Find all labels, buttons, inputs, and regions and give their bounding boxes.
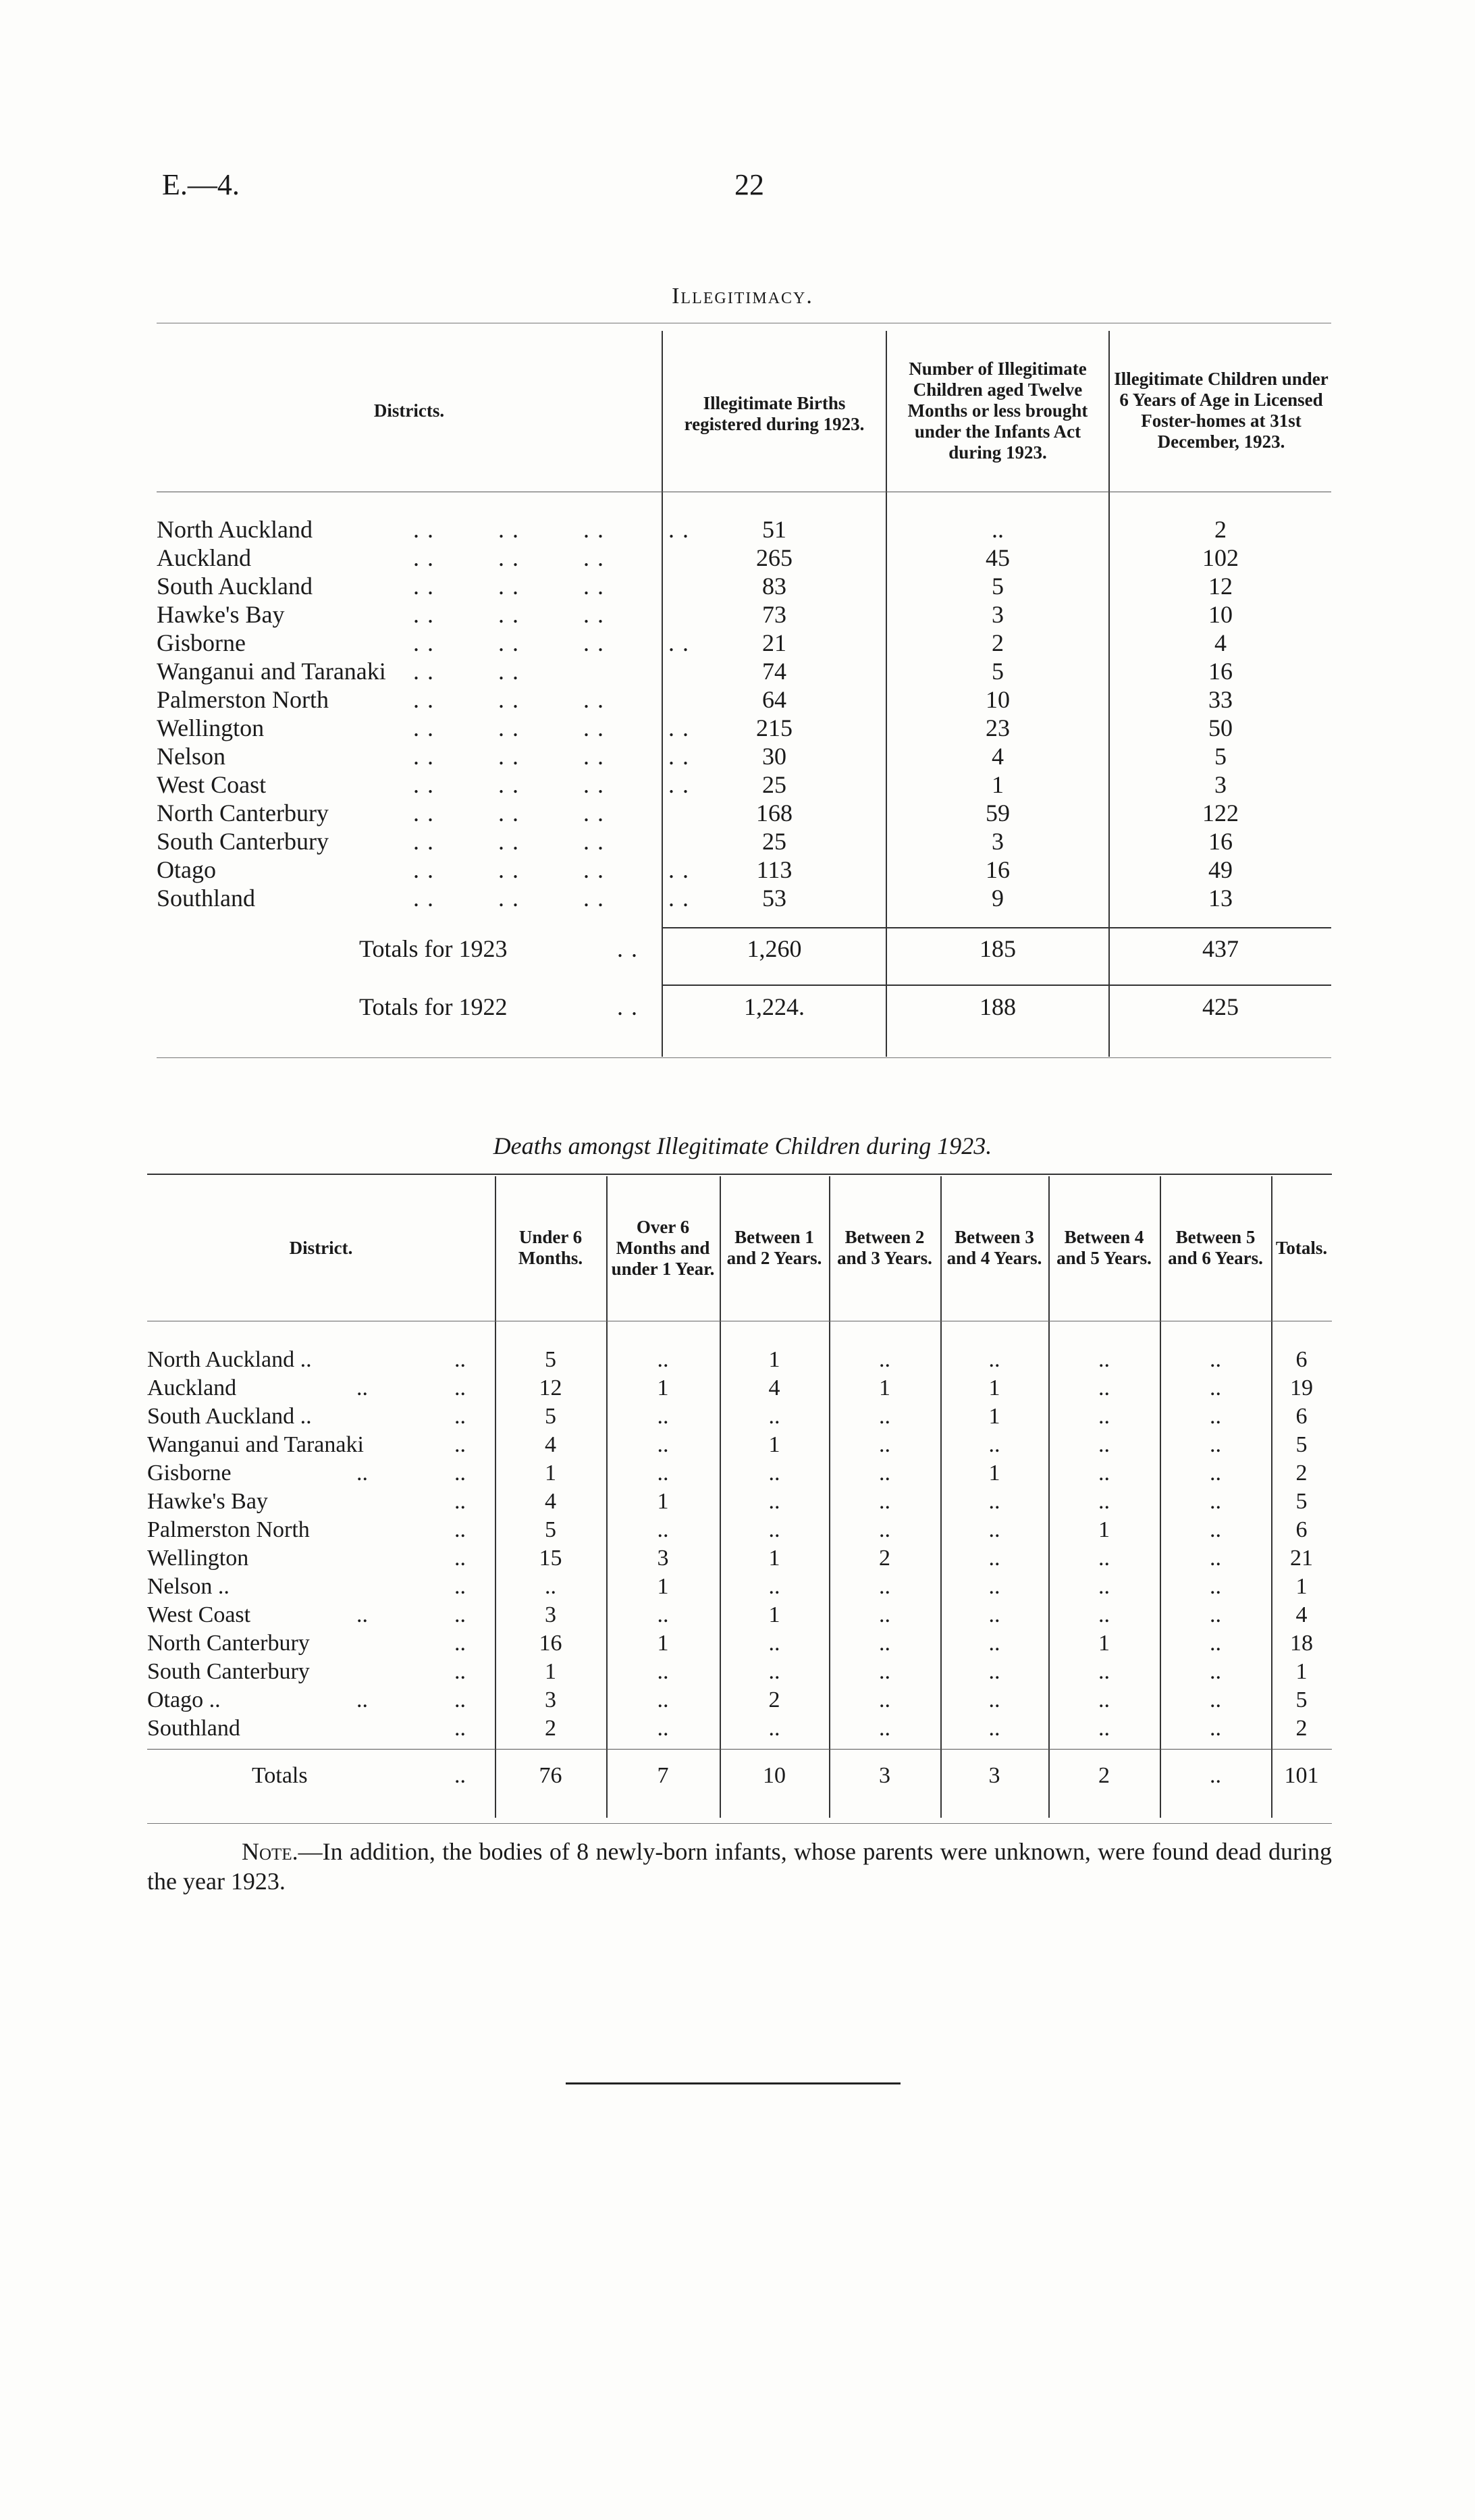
table-row xyxy=(147,1488,1332,1516)
table-row xyxy=(157,770,1331,799)
cell-value: .. xyxy=(1098,1461,1110,1486)
births-value: 64 xyxy=(762,686,786,713)
births-value: 168 xyxy=(756,799,793,826)
totals-1923-rule xyxy=(662,927,1331,928)
cell-value: .. xyxy=(768,1574,780,1599)
act-value: 9 xyxy=(992,885,1004,912)
foster-value: 3 xyxy=(1214,771,1227,798)
leader-dots: .. xyxy=(454,1489,466,1514)
leader-dots: .. xyxy=(356,1375,368,1400)
leader-dots: .. xyxy=(617,993,645,1020)
births-value: 30 xyxy=(762,743,786,770)
leader-dots: .. .. xyxy=(413,658,527,685)
cell-value: .. xyxy=(879,1602,890,1627)
act-total: 188 xyxy=(980,993,1016,1020)
3-to-4-years-header: Between 3 and 4 Years. xyxy=(946,1227,1042,1268)
cell-value: .. xyxy=(879,1404,890,1429)
cell-value: .. xyxy=(1210,1432,1221,1457)
cell-value: .. xyxy=(657,1404,669,1429)
totals-header: Totals. xyxy=(1275,1237,1328,1258)
cell-value: 1 xyxy=(879,1375,890,1400)
2-to-3-years-header: Between 2 and 3 Years. xyxy=(837,1227,932,1268)
district-name: South Auckland xyxy=(157,573,313,600)
table-row xyxy=(147,1601,1332,1629)
table-row xyxy=(147,1686,1332,1714)
cell-value: .. xyxy=(1210,1574,1221,1599)
cell-value: .. xyxy=(657,1716,669,1741)
act-value: 3 xyxy=(992,828,1004,855)
page-number: 22 xyxy=(734,168,764,201)
cell-value: 7 xyxy=(657,1763,669,1788)
leader-dots: .. xyxy=(454,1659,466,1684)
totals-label: Totals for 1922 xyxy=(359,993,508,1020)
foster-value: 10 xyxy=(1208,601,1233,628)
deaths-title: Deaths amongst Illegitimate Children during 1923. xyxy=(493,1132,992,1159)
table-row xyxy=(157,742,1331,770)
illegitimacy-title: Illegitimacy. xyxy=(672,284,813,309)
act-value: 45 xyxy=(986,544,1010,571)
cell-value: 2 xyxy=(1098,1763,1110,1788)
act-value: 23 xyxy=(986,714,1010,741)
cell-value: .. xyxy=(657,1347,669,1372)
cell-value: 5 xyxy=(1295,1687,1308,1712)
births-value: 74 xyxy=(762,658,786,685)
act-value: 5 xyxy=(992,658,1004,685)
6-months-to-1-year-header: Over 6 Months and under 1 Year. xyxy=(611,1216,715,1279)
cell-value: 10 xyxy=(763,1763,786,1788)
cell-value: .. xyxy=(1098,1375,1110,1400)
cell-value: 1 xyxy=(768,1432,780,1457)
cell-value: 5 xyxy=(545,1404,556,1429)
district-name: Wanganui and Taranaki xyxy=(147,1432,364,1457)
cell-value: 3 xyxy=(879,1763,890,1788)
act-total: 185 xyxy=(980,935,1016,962)
leader-dots: .. xyxy=(454,1461,466,1486)
leader-dots: .. xyxy=(454,1602,466,1627)
births-value: 25 xyxy=(762,828,786,855)
1-to-2-years-header: Between 1 and 2 Years. xyxy=(726,1227,822,1268)
births-value: 215 xyxy=(756,714,793,741)
table-row xyxy=(157,657,1331,685)
cell-value: 1 xyxy=(768,1602,780,1627)
foster-value: 2 xyxy=(1214,516,1227,543)
leader-dots: .. xyxy=(454,1517,466,1542)
table-row xyxy=(157,544,1331,572)
cell-value: 4 xyxy=(545,1489,556,1514)
births-total: 1,224. xyxy=(744,993,805,1020)
cell-value: .. xyxy=(1098,1716,1110,1741)
cell-value: .. xyxy=(1210,1546,1221,1571)
cell-value: .. xyxy=(1098,1602,1110,1627)
cell-value: .. xyxy=(1210,1659,1221,1684)
cell-value: 16 xyxy=(539,1631,562,1656)
cell-value: .. xyxy=(768,1461,780,1486)
district-name: Otago .. xyxy=(147,1687,221,1712)
end-rule xyxy=(566,2082,901,2084)
cell-value: 5 xyxy=(545,1347,556,1372)
leader-dots: .. .. .. .. xyxy=(413,629,697,656)
leader-dots: .. .. .. xyxy=(413,544,612,571)
cell-value: .. xyxy=(879,1716,890,1741)
cell-value: .. xyxy=(768,1404,780,1429)
cell-value: .. xyxy=(657,1659,669,1684)
district-name: Wellington xyxy=(157,714,265,741)
cell-value: .. xyxy=(988,1716,1000,1741)
cell-value: 2 xyxy=(879,1546,890,1571)
district-name: Auckland xyxy=(157,544,251,571)
footnote xyxy=(147,1837,1332,1896)
cell-value: 1 xyxy=(657,1574,669,1599)
cell-value: 19 xyxy=(1290,1375,1313,1400)
births-total: 1,260 xyxy=(747,935,802,962)
cell-value: .. xyxy=(879,1347,890,1372)
infants-act-header: Number of Illegitimate Children aged Twelve Months or less brought under the Infants Act during 1923. xyxy=(907,358,1088,463)
cell-value: .. xyxy=(545,1574,556,1599)
cell-value: .. xyxy=(1210,1489,1221,1514)
cell-value: .. xyxy=(1098,1347,1110,1372)
district-name: West Coast xyxy=(157,771,267,798)
cell-value: 2 xyxy=(768,1687,780,1712)
cell-value: 1 xyxy=(768,1546,780,1571)
table-row xyxy=(147,1544,1332,1573)
cell-value: 3 xyxy=(545,1602,556,1627)
leader-dots: .. xyxy=(454,1574,466,1599)
totals-1922-row xyxy=(157,990,1331,1024)
table-row xyxy=(147,1629,1332,1658)
cell-value: .. xyxy=(1098,1404,1110,1429)
cell-value: .. xyxy=(1098,1574,1110,1599)
cell-value: .. xyxy=(988,1517,1000,1542)
cell-value: 2 xyxy=(1295,1461,1308,1486)
district-header: District. xyxy=(289,1237,353,1258)
district-name: Southland xyxy=(157,885,256,912)
leader-dots: .. xyxy=(454,1763,466,1788)
cell-value: .. xyxy=(657,1517,669,1542)
foster-value: 102 xyxy=(1202,544,1239,571)
cell-value: .. xyxy=(988,1659,1000,1684)
table-row xyxy=(147,1714,1332,1743)
births-value: 53 xyxy=(762,885,786,912)
cell-value: 5 xyxy=(1295,1432,1308,1457)
births-value: 265 xyxy=(756,544,793,571)
cell-value: 4 xyxy=(1295,1602,1308,1627)
foster-value: 122 xyxy=(1202,799,1239,826)
district-name: Palmerston North xyxy=(147,1517,310,1542)
leader-dots: .. xyxy=(617,935,645,962)
cell-value: .. xyxy=(1098,1687,1110,1712)
leader-dots: .. .. .. .. xyxy=(413,856,697,883)
leader-dots: .. xyxy=(454,1687,466,1712)
act-value: 4 xyxy=(992,743,1004,770)
foster-value: 16 xyxy=(1208,828,1233,855)
leader-dots: .. .. .. xyxy=(413,799,612,826)
deaths-table xyxy=(147,1174,1332,1829)
cell-value: 1 xyxy=(1295,1574,1308,1599)
cell-value: 3 xyxy=(988,1763,1000,1788)
table-row xyxy=(157,856,1331,884)
cell-value: .. xyxy=(1098,1659,1110,1684)
district-name: Nelson .. xyxy=(147,1574,230,1599)
table-row xyxy=(157,629,1331,657)
cell-value: 6 xyxy=(1295,1517,1308,1542)
leader-dots: .. .. .. .. xyxy=(413,743,697,770)
district-name: West Coast xyxy=(147,1602,251,1627)
page-header-section: E.—4. xyxy=(162,168,240,201)
table-rule-bottom xyxy=(157,1057,1331,1058)
leader-dots: .. xyxy=(454,1347,466,1372)
births-value: 83 xyxy=(762,573,786,600)
totals-label: Totals for 1923 xyxy=(359,935,508,962)
leader-dots: .. xyxy=(356,1461,368,1486)
leader-dots: .. xyxy=(356,1687,368,1712)
table-row xyxy=(147,1346,1332,1374)
cell-value: 1 xyxy=(768,1347,780,1372)
district-name: North Canterbury xyxy=(157,799,329,826)
table-rule-top xyxy=(147,1174,1332,1175)
act-value: 2 xyxy=(992,629,1004,656)
act-value: 16 xyxy=(986,856,1010,883)
foster-value: 49 xyxy=(1208,856,1233,883)
cell-value: .. xyxy=(1210,1602,1221,1627)
act-value: 5 xyxy=(992,573,1004,600)
leader-dots: .. .. .. xyxy=(413,573,612,600)
district-name: Nelson xyxy=(157,743,225,770)
cell-value: 2 xyxy=(545,1716,556,1741)
cell-value: 5 xyxy=(545,1517,556,1542)
table-row xyxy=(157,572,1331,600)
cell-value: .. xyxy=(768,1659,780,1684)
district-name: North Canterbury xyxy=(147,1631,310,1656)
births-value: 51 xyxy=(762,516,786,543)
cell-value: 1 xyxy=(988,1404,1000,1429)
cell-value: .. xyxy=(988,1602,1000,1627)
leader-dots: .. .. .. .. xyxy=(413,885,697,912)
cell-value: .. xyxy=(768,1489,780,1514)
births-header: Illegitimate Births registered during 1923. xyxy=(684,393,865,434)
cell-value: 5 xyxy=(1295,1489,1308,1514)
cell-value: .. xyxy=(1210,1375,1221,1400)
cell-value: .. xyxy=(988,1432,1000,1457)
cell-value: .. xyxy=(1210,1517,1221,1542)
cell-value: 3 xyxy=(545,1687,556,1712)
cell-value: 1 xyxy=(988,1461,1000,1486)
foster-value: 13 xyxy=(1208,885,1233,912)
totals-label: Totals xyxy=(252,1763,308,1788)
district-name: North Auckland xyxy=(157,516,313,543)
cell-value: .. xyxy=(1210,1631,1221,1656)
cell-value: 3 xyxy=(657,1546,669,1571)
4-to-5-years-header: Between 4 and 5 Years. xyxy=(1056,1227,1152,1268)
cell-value: .. xyxy=(879,1574,890,1599)
table-row xyxy=(147,1431,1332,1459)
cell-value: 12 xyxy=(539,1375,562,1400)
district-name: North Auckland .. xyxy=(147,1347,312,1372)
foster-value: 16 xyxy=(1208,658,1233,685)
cell-value: .. xyxy=(1098,1489,1110,1514)
leader-dots: .. .. .. xyxy=(413,601,612,628)
under-6-months-header: Under 6 Months. xyxy=(518,1227,583,1268)
foster-homes-header: Illegitimate Children under 6 Years of Age in Licensed Foster-homes at 31st December, 1923. xyxy=(1114,369,1329,452)
cell-value: .. xyxy=(879,1631,890,1656)
act-value: 10 xyxy=(986,686,1010,713)
cell-value: .. xyxy=(657,1461,669,1486)
cell-value: 2 xyxy=(1295,1716,1308,1741)
cell-value: .. xyxy=(1210,1763,1221,1788)
leader-dots: .. xyxy=(454,1375,466,1400)
cell-value: .. xyxy=(879,1489,890,1514)
cell-value: 1 xyxy=(657,1375,669,1400)
cell-value: 1 xyxy=(545,1659,556,1684)
cell-value: 1 xyxy=(657,1489,669,1514)
leader-dots: .. xyxy=(454,1716,466,1741)
cell-value: .. xyxy=(879,1659,890,1684)
table-row xyxy=(157,884,1331,912)
foster-value: 12 xyxy=(1208,573,1233,600)
table-row xyxy=(157,827,1331,856)
leader-dots: .. xyxy=(356,1602,368,1627)
cell-value: .. xyxy=(988,1631,1000,1656)
5-to-6-years-header: Between 5 and 6 Years. xyxy=(1168,1227,1263,1268)
cell-value: 4 xyxy=(768,1375,780,1400)
table-row xyxy=(157,799,1331,827)
district-name: Wellington xyxy=(147,1546,249,1571)
district-name: South Canterbury xyxy=(157,828,329,855)
cell-value: 1 xyxy=(1098,1517,1110,1542)
cell-value: .. xyxy=(879,1687,890,1712)
cell-value: .. xyxy=(879,1432,890,1457)
district-name: Hawke's Bay xyxy=(147,1489,268,1514)
cell-value: 1 xyxy=(988,1375,1000,1400)
district-name: Auckland xyxy=(147,1375,237,1400)
totals-rule xyxy=(147,1749,1332,1750)
leader-dots: .. .. .. xyxy=(413,686,612,713)
cell-value: 76 xyxy=(539,1763,562,1788)
leader-dots: .. xyxy=(454,1546,466,1571)
table-row xyxy=(157,714,1331,742)
table-row xyxy=(157,685,1331,714)
cell-value: .. xyxy=(1210,1461,1221,1486)
foster-total: 437 xyxy=(1202,935,1239,962)
foster-total: 425 xyxy=(1202,993,1239,1020)
note-text: —In addition, the bodies of 8 newly-born infants, whose parents were unknown, were found dead during the year 1923. xyxy=(147,1838,1332,1895)
cell-value: 1 xyxy=(1098,1631,1110,1656)
cell-value: .. xyxy=(768,1517,780,1542)
cell-value: .. xyxy=(879,1517,890,1542)
cell-value: 18 xyxy=(1290,1631,1313,1656)
leader-dots: .. xyxy=(454,1432,466,1457)
cell-value: .. xyxy=(879,1461,890,1486)
foster-value: 5 xyxy=(1214,743,1227,770)
cell-value: .. xyxy=(1098,1546,1110,1571)
cell-value: .. xyxy=(768,1631,780,1656)
totals-row xyxy=(147,1756,1332,1796)
totals-1923-row xyxy=(157,932,1331,966)
cell-value: .. xyxy=(988,1546,1000,1571)
act-value: 1 xyxy=(992,771,1004,798)
district-name: Palmerston North xyxy=(157,686,329,713)
act-value: 3 xyxy=(992,601,1004,628)
table-row xyxy=(147,1658,1332,1686)
district-name: South Auckland .. xyxy=(147,1404,312,1429)
leader-dots: .. .. .. .. xyxy=(413,714,697,741)
district-name: Wanganui and Taranaki xyxy=(157,658,386,685)
table-row xyxy=(147,1374,1332,1402)
totals-1922-rule xyxy=(662,985,1331,986)
table-row xyxy=(147,1459,1332,1488)
cell-value: .. xyxy=(1210,1404,1221,1429)
births-value: 113 xyxy=(756,856,793,883)
district-name: South Canterbury xyxy=(147,1659,310,1684)
leader-dots: .. .. .. .. xyxy=(413,516,697,543)
cell-value: .. xyxy=(988,1574,1000,1599)
births-value: 73 xyxy=(762,601,786,628)
act-value: 59 xyxy=(986,799,1010,826)
foster-value: 33 xyxy=(1208,686,1233,713)
table-row xyxy=(147,1516,1332,1544)
cell-value: 21 xyxy=(1290,1546,1313,1571)
table-rule-bottom xyxy=(147,1823,1332,1824)
cell-value: 4 xyxy=(545,1432,556,1457)
leader-dots: .. .. .. .. xyxy=(413,771,697,798)
cell-value: .. xyxy=(657,1687,669,1712)
district-name: Southland xyxy=(147,1716,240,1741)
cell-value: 6 xyxy=(1295,1347,1308,1372)
cell-value: .. xyxy=(1210,1716,1221,1741)
cell-value: .. xyxy=(1210,1687,1221,1712)
cell-value: 15 xyxy=(539,1546,562,1571)
districts-header: Districts. xyxy=(373,400,445,421)
cell-value: .. xyxy=(657,1602,669,1627)
leader-dots: .. .. .. xyxy=(413,828,612,855)
cell-value: 1 xyxy=(657,1631,669,1656)
cell-value: 101 xyxy=(1284,1763,1319,1788)
leader-dots: .. xyxy=(454,1631,466,1656)
table-row xyxy=(147,1402,1332,1431)
district-name: Gisborne xyxy=(147,1461,232,1486)
act-value: .. xyxy=(992,516,1004,543)
foster-value: 50 xyxy=(1208,714,1233,741)
cell-value: .. xyxy=(988,1347,1000,1372)
table-row xyxy=(157,600,1331,629)
leader-dots: .. xyxy=(454,1404,466,1429)
cell-value: .. xyxy=(1098,1432,1110,1457)
note-label: Note. xyxy=(242,1838,298,1865)
table-row xyxy=(147,1573,1332,1601)
cell-value: 6 xyxy=(1295,1404,1308,1429)
cell-value: .. xyxy=(988,1687,1000,1712)
district-name: Otago xyxy=(157,856,216,883)
illegitimacy-table xyxy=(157,323,1331,1066)
cell-value: .. xyxy=(1210,1347,1221,1372)
district-name: Gisborne xyxy=(157,629,246,656)
cell-value: 1 xyxy=(545,1461,556,1486)
table-row xyxy=(157,515,1331,544)
cell-value: .. xyxy=(988,1489,1000,1514)
births-value: 25 xyxy=(762,771,786,798)
births-value: 21 xyxy=(762,629,786,656)
district-name: Hawke's Bay xyxy=(157,601,285,628)
cell-value: 1 xyxy=(1295,1659,1308,1684)
cell-value: .. xyxy=(768,1716,780,1741)
cell-value: .. xyxy=(657,1432,669,1457)
foster-value: 4 xyxy=(1214,629,1227,656)
